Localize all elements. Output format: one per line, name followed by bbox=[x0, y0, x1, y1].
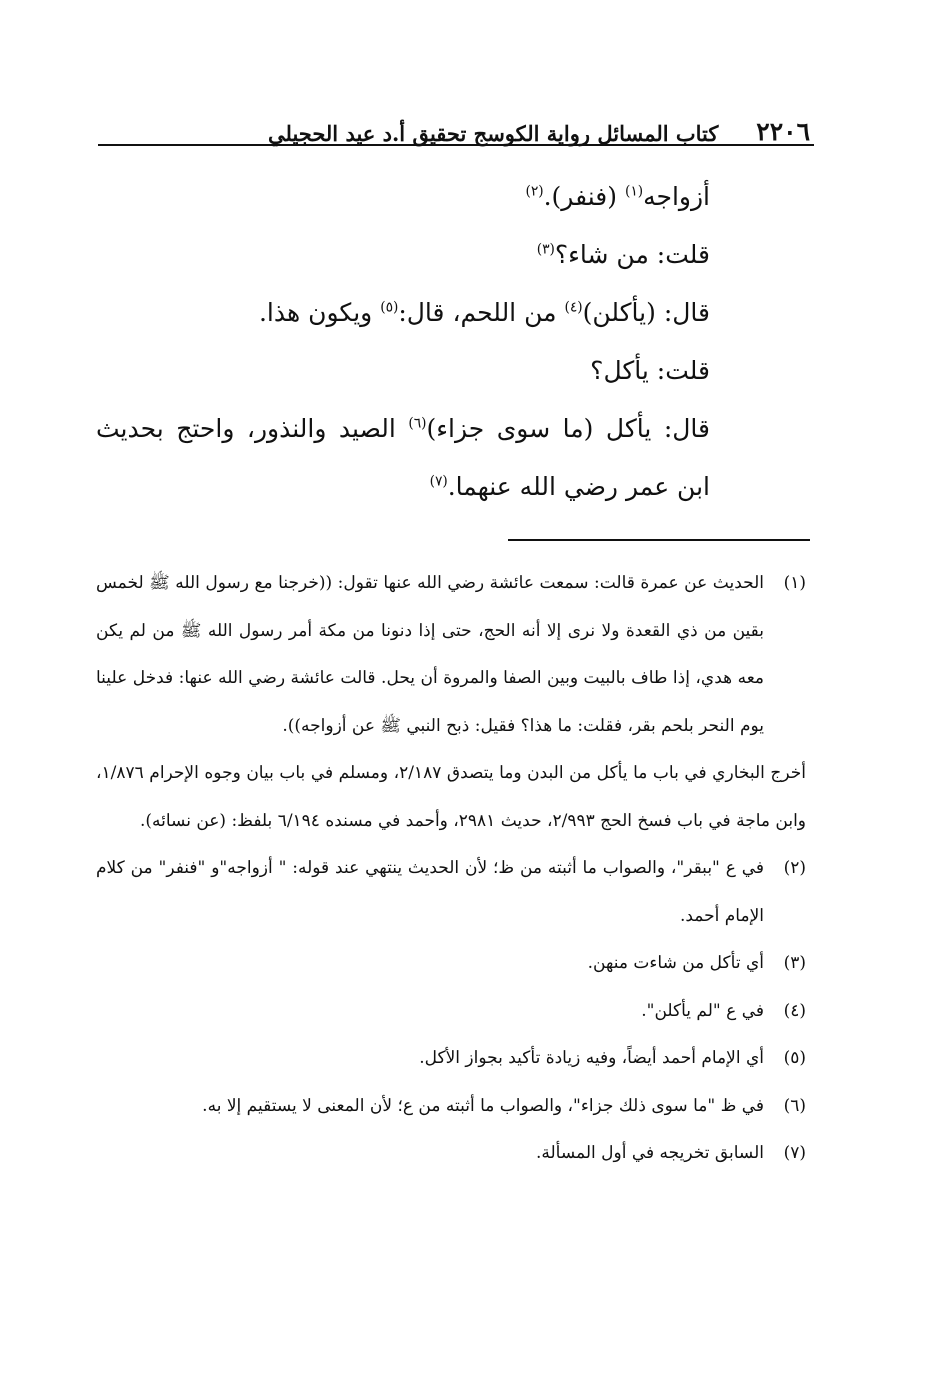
footnote-number: (٥) bbox=[783, 1048, 806, 1068]
text-segment: قال: (يأكلن) bbox=[582, 298, 710, 327]
footnote-1-continuation: أخرج البخاري في باب ما يأكل من البدن وما يتصدق ٢/١٨٧، ومسلم في باب بيان وجوه الإحرام ١/٨٧٦، وابن ماجة في باب فسخ الحج ٢/٩٩٣، حديث ٢٩٨١، وأحمد في مسنده ٦/١٩٤ بلفظ: (عن نسائه). bbox=[96, 763, 806, 831]
main-text bbox=[96, 168, 710, 516]
text-segment: أزواجه bbox=[643, 182, 710, 211]
footnotes bbox=[96, 560, 806, 1178]
footnote-ref[interactable]: (٣) bbox=[536, 241, 555, 258]
text-line bbox=[96, 284, 710, 342]
footnote-text: أي الإمام أحمد أيضاً، وفيه زيادة تأكيد بجواز الأكل. bbox=[419, 1048, 764, 1068]
footnote-1 bbox=[96, 560, 806, 750]
text-segment: قلت: يأكل؟ bbox=[590, 356, 710, 385]
footnote-text: أي تأكل من شاءت منهن. bbox=[587, 953, 764, 973]
footnote-2 bbox=[96, 845, 806, 940]
header-rule bbox=[98, 144, 814, 146]
text-segment: الصيد والنذور، واحتج بحديث ابن عمر رضي الله عنهما. bbox=[96, 414, 710, 501]
footnote-text: السابق تخريجه في أول المسألة. bbox=[535, 1143, 764, 1163]
text-segment: (فنفر). bbox=[543, 182, 625, 211]
footnote-5 bbox=[96, 1035, 806, 1083]
footnote-ref[interactable]: (٧) bbox=[429, 473, 448, 490]
footnote-separator bbox=[508, 539, 810, 541]
footnote-text: في ع "لم يأكلن". bbox=[641, 1000, 764, 1021]
footnote-ref[interactable]: (٤) bbox=[564, 299, 583, 316]
footnote-text: الحديث عن عمرة قالت: سمعت عائشة رضي الله عنها تقول: ((خرجنا مع رسول الله ﷺ لخمس بقين من ذي القعدة ولا نرى إلا أنه الحج، حتى إذا دنونا من مكة أمر رسول الله ﷺ من لم يكن معه هدي، إذا طاف بالبيت وبين الصفا والمروة أن يحل. قالت عائشة رضي الله عنها: فدخل علينا يوم النحر بلحم بقر، فقلت: ما هذا؟ فقيل: ذبح النبي ﷺ عن أزواجه)). bbox=[96, 573, 764, 736]
footnote-4 bbox=[96, 988, 806, 1036]
text-segment: قال: يأكل (ما سوى جزاء) bbox=[426, 414, 711, 443]
footnote-number: (٤) bbox=[783, 1000, 806, 1021]
footnote-3 bbox=[96, 940, 806, 988]
footnote-number: (٦) bbox=[783, 1095, 806, 1116]
footnote-ref[interactable]: (٥) bbox=[380, 299, 399, 316]
text-paragraph bbox=[96, 400, 710, 516]
footnote-number: (٣) bbox=[783, 953, 806, 973]
footnote-number: (١) bbox=[783, 573, 806, 593]
footnote-number: (٢) bbox=[783, 858, 806, 878]
page-number: ٢٢٠٦ bbox=[756, 117, 810, 146]
footnote-ref[interactable]: (٦) bbox=[408, 415, 427, 432]
footnote-ref[interactable]: (٢) bbox=[525, 183, 544, 200]
footnote-number: (٧) bbox=[783, 1143, 806, 1163]
page-header bbox=[98, 96, 814, 146]
text-segment: قلت: من شاء؟ bbox=[554, 240, 710, 269]
running-title: كتاب المسائل رواية الكوسج تحقيق أ.د عيد الحجيلي bbox=[268, 121, 719, 146]
text-line bbox=[96, 226, 710, 284]
text-segment: ويكون هذا. bbox=[258, 298, 381, 327]
footnote-6 bbox=[96, 1083, 806, 1131]
footnote-text: في ظ "ما سوى ذلك جزاء"، والصواب ما أثبته من ع؛ لأن المعنى لا يستقيم إلا به. bbox=[202, 1095, 764, 1116]
text-line bbox=[96, 342, 710, 400]
text-line bbox=[96, 168, 710, 226]
footnote-ref[interactable]: (١) bbox=[624, 183, 644, 200]
footnote-7 bbox=[96, 1130, 806, 1178]
text-segment: من اللحم، قال: bbox=[398, 298, 565, 327]
footnote-text: في ع "ببقر"، والصواب ما أثبته من ظ؛ لأن الحديث ينتهي عند قوله: " أزواجه"و "فنفر" من كلام الإمام أحمد. bbox=[96, 858, 764, 926]
